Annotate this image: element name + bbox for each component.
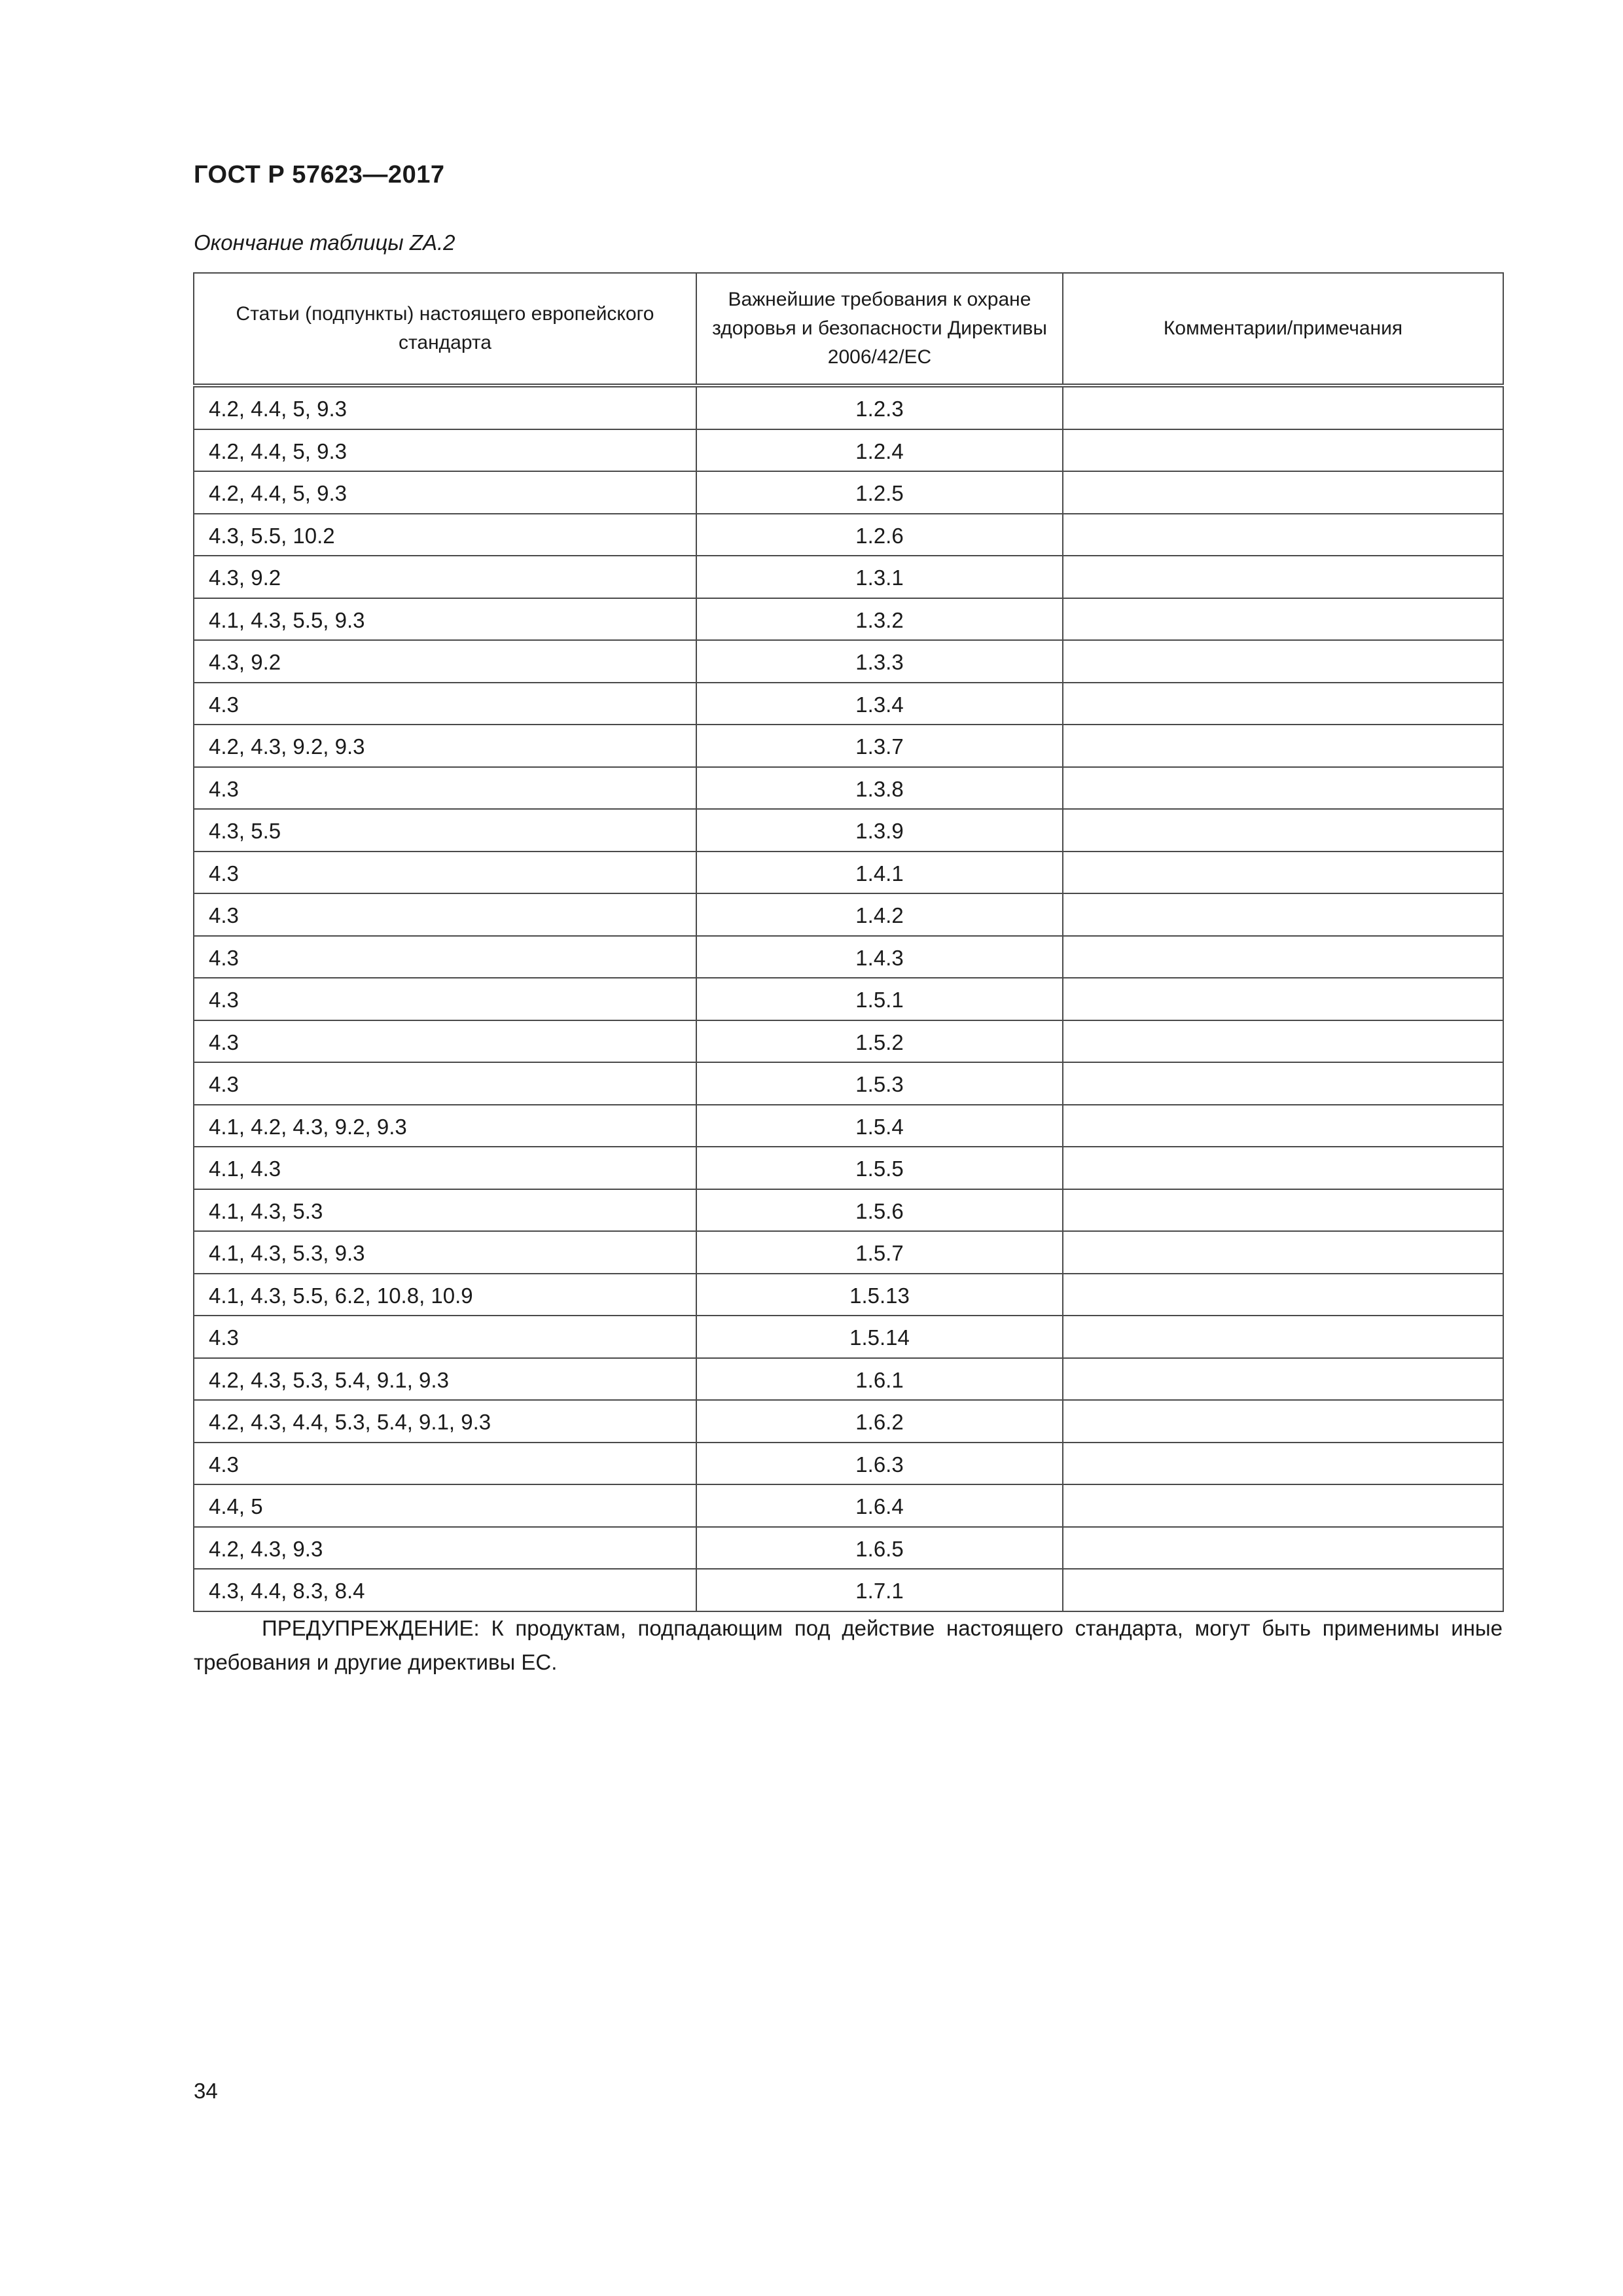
requirement-cell: 1.3.8 [696,767,1063,810]
requirement-cell: 1.5.7 [696,1231,1063,1274]
document-code: ГОСТ Р 57623—2017 [194,161,445,188]
table-row [194,1400,1503,1443]
comment-cell [1063,1147,1503,1189]
table-row [194,386,1503,429]
requirements-table [193,272,1504,1612]
clauses-cell: 4.1, 4.3, 5.5, 6.2, 10.8, 10.9 [194,1274,696,1316]
requirement-cell: 1.6.1 [696,1358,1063,1401]
comment-cell [1063,514,1503,556]
table-header [194,273,1503,386]
comment-cell [1063,1443,1503,1485]
comment-cell [1063,1062,1503,1105]
comment-cell [1063,386,1503,429]
comment-cell [1063,598,1503,641]
comment-cell [1063,936,1503,978]
clauses-cell: 4.2, 4.4, 5, 9.3 [194,471,696,514]
clauses-cell: 4.3 [194,852,696,894]
comment-cell [1063,1527,1503,1570]
comment-cell [1063,1316,1503,1358]
table-row [194,1105,1503,1147]
clauses-cell: 4.1, 4.3, 5.5, 9.3 [194,598,696,641]
table-row [194,1189,1503,1232]
clauses-cell: 4.3 [194,683,696,725]
comment-cell [1063,893,1503,936]
clauses-cell: 4.1, 4.3 [194,1147,696,1189]
requirement-cell: 1.5.4 [696,1105,1063,1147]
clauses-cell: 4.3, 4.4, 8.3, 8.4 [194,1569,696,1611]
requirement-cell: 1.4.1 [696,852,1063,894]
table-row [194,1569,1503,1611]
requirement-cell: 1.5.5 [696,1147,1063,1189]
table-row [194,1062,1503,1105]
comment-cell [1063,1569,1503,1611]
table-row [194,1484,1503,1527]
table-row [194,1527,1503,1570]
comment-cell [1063,1020,1503,1063]
table-row [194,1231,1503,1274]
clauses-cell: 4.3, 9.2 [194,640,696,683]
clauses-cell: 4.2, 4.3, 9.3 [194,1527,696,1570]
requirement-cell: 1.4.2 [696,893,1063,936]
requirement-cell: 1.2.5 [696,471,1063,514]
comment-cell [1063,1189,1503,1232]
clauses-cell: 4.2, 4.3, 9.2, 9.3 [194,725,696,767]
comment-cell [1063,429,1503,472]
table-row [194,1358,1503,1401]
requirement-cell: 1.3.2 [696,598,1063,641]
clauses-cell: 4.3 [194,1316,696,1358]
requirement-cell: 1.5.1 [696,978,1063,1020]
clauses-cell: 4.2, 4.3, 5.3, 5.4, 9.1, 9.3 [194,1358,696,1401]
header-comments: Комментарии/примечания [1063,273,1503,386]
clauses-cell: 4.3 [194,936,696,978]
clauses-cell: 4.3, 5.5 [194,809,696,852]
clauses-cell: 4.3 [194,1062,696,1105]
comment-cell [1063,1400,1503,1443]
clauses-cell: 4.2, 4.3, 4.4, 5.3, 5.4, 9.1, 9.3 [194,1400,696,1443]
clauses-cell: 4.2, 4.4, 5, 9.3 [194,386,696,429]
comment-cell [1063,640,1503,683]
comment-cell [1063,1274,1503,1316]
clauses-cell: 4.3 [194,1443,696,1485]
comment-cell [1063,1105,1503,1147]
clauses-cell: 4.1, 4.3, 5.3 [194,1189,696,1232]
requirement-cell: 1.3.1 [696,556,1063,598]
table-row [194,683,1503,725]
requirement-cell: 1.5.3 [696,1062,1063,1105]
comment-cell [1063,471,1503,514]
table-row [194,893,1503,936]
clauses-cell: 4.3 [194,1020,696,1063]
requirement-cell: 1.7.1 [696,1569,1063,1611]
table-caption: Окончание таблицы ZA.2 [194,230,455,255]
table-row [194,471,1503,514]
requirement-cell: 1.6.3 [696,1443,1063,1485]
table-row [194,1020,1503,1063]
table-row [194,809,1503,852]
requirement-cell: 1.5.13 [696,1274,1063,1316]
requirement-cell: 1.3.9 [696,809,1063,852]
comment-cell [1063,1358,1503,1401]
requirement-cell: 1.2.6 [696,514,1063,556]
header-requirements: Важнейшие требования к охране здоровья и безопасности Директивы 2006/42/EC [696,273,1063,386]
table-row [194,852,1503,894]
requirement-cell: 1.2.3 [696,386,1063,429]
comment-cell [1063,725,1503,767]
comment-cell [1063,852,1503,894]
comment-cell [1063,683,1503,725]
requirement-cell: 1.6.2 [696,1400,1063,1443]
table-row [194,1316,1503,1358]
table-row [194,725,1503,767]
clauses-cell: 4.3 [194,893,696,936]
table-row [194,767,1503,810]
warning-note: ПРЕДУПРЕЖДЕНИЕ: К продуктам, подпадающим под действие настоящего стандарта, могут быть применимы иные требования и другие директивы ЕС. [194,1616,1503,1674]
comment-cell [1063,978,1503,1020]
header-clauses: Статьи (подпункты) настоящего европейского стандарта [194,273,696,386]
table-row [194,514,1503,556]
requirement-cell: 1.2.4 [696,429,1063,472]
clauses-cell: 4.4, 5 [194,1484,696,1527]
clauses-cell: 4.3 [194,978,696,1020]
requirement-cell: 1.3.4 [696,683,1063,725]
clauses-cell: 4.3, 9.2 [194,556,696,598]
table-row [194,936,1503,978]
table-row [194,1443,1503,1485]
requirement-cell: 1.5.6 [696,1189,1063,1232]
requirement-cell: 1.3.7 [696,725,1063,767]
requirement-cell: 1.6.5 [696,1527,1063,1570]
table-row [194,429,1503,472]
page-number: 34 [194,2079,218,2103]
clauses-cell: 4.1, 4.2, 4.3, 9.2, 9.3 [194,1105,696,1147]
clauses-cell: 4.3, 5.5, 10.2 [194,514,696,556]
requirement-cell: 1.3.3 [696,640,1063,683]
table-row [194,1147,1503,1189]
clauses-cell: 4.2, 4.4, 5, 9.3 [194,429,696,472]
clauses-cell: 4.1, 4.3, 5.3, 9.3 [194,1231,696,1274]
requirement-cell: 1.5.14 [696,1316,1063,1358]
table-body [194,386,1503,1611]
requirement-cell: 1.6.4 [696,1484,1063,1527]
requirement-cell: 1.4.3 [696,936,1063,978]
requirement-cell: 1.5.2 [696,1020,1063,1063]
table-row [194,556,1503,598]
table-row [194,978,1503,1020]
comment-cell [1063,1484,1503,1527]
comment-cell [1063,1231,1503,1274]
table-row [194,598,1503,641]
header-row [194,273,1503,386]
comment-cell [1063,556,1503,598]
comment-cell [1063,809,1503,852]
comment-cell [1063,767,1503,810]
table-row [194,1274,1503,1316]
table-row [194,640,1503,683]
clauses-cell: 4.3 [194,767,696,810]
